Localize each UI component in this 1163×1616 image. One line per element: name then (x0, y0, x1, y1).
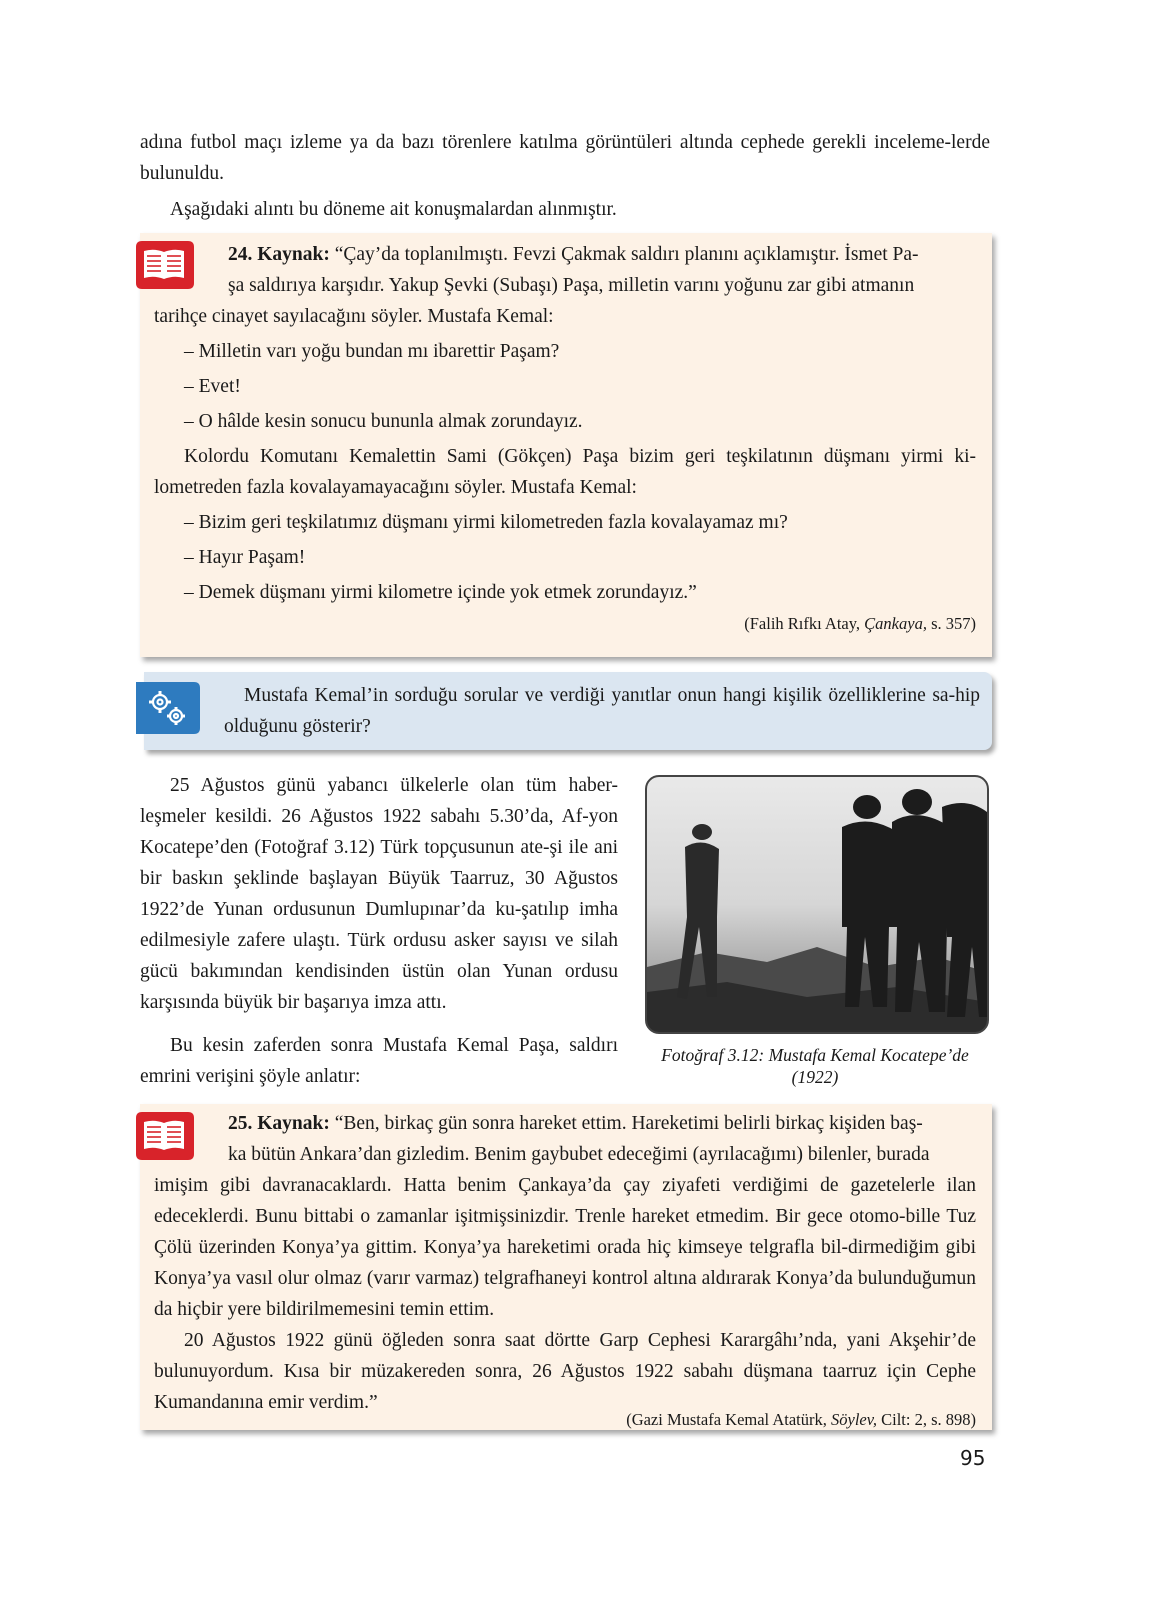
source-25-box (140, 1104, 992, 1430)
body-paragraph: 25 Ağustos günü yabancı ülkelerle olan tüm haber-leşmeler kesildi. 26 Ağustos 1922 sabahı 5.30’da, Af-yon Kocatepe’den (Fotoğraf 3.12) Türk topçusunun ate-şi ile ani bir baskın şeklinde başlayan Büyük Taarruz, 30 Ağustos 1922’de Yunan ordusunun Dumlupınar’da ku-şatılıp imha edilmesiyle zafere ulaştı. Türk ordusu asker sayısı ve silah gücü bakımından kendisinden üstün olan Yunan ordusu karşısında büyük bir başarıya imza attı. (140, 775, 618, 1013)
photo-illustration (647, 777, 987, 1032)
quote-line: ka bütün Ankara’dan gizledim. Benim gaybubet edeceğimi (ayrılacağımı) bilenler, burada (228, 1144, 930, 1165)
quote-paragraph: 20 Ağustos 1922 günü öğleden sonra saat dörtte Garp Cephesi Karargâhı’nda, yani Akşehir’de bulunuyordum. Kısa bir müzakereden sonra, 26 Ağustos 1922 sabahı düşmana taarruz için Cephe Kumandanına emir verdim.” (154, 1330, 976, 1413)
quote-paragraph: Kolordu Komutanı Kemalettin Sami (Gökçen) Paşa bizim geri teşkilatının düşmanı yirmi ki-lometreden fazla kovalayamayacağını söyler. Mustafa Kemal: (154, 446, 976, 498)
intro-sentence: Aşağıdaki alıntı bu döneme ait konuşmalardan alınmıştır. (170, 199, 617, 220)
body-paragraph: Bu kesin zaferden sonra Mustafa Kemal Paşa, saldırı emrini verişini şöyle anlatır: (140, 1035, 618, 1087)
page-number: 95 (960, 1446, 986, 1470)
quote-line: “Ben, birkaç gün sonra hareket ettim. Hareketimi belirli birkaç kişiden baş- (334, 1113, 923, 1134)
dialogue-line: – Hayır Paşam! (184, 547, 306, 568)
quote-line: tarihçe cinayet sayılacağını söyler. Mustafa Kemal: (154, 306, 554, 327)
quote-line: şa saldırıya karşıdır. Yakup Şevki (Subaşı) Paşa, milletin varını yoğunu zar gibi atmanın (228, 275, 915, 296)
question-text: Mustafa Kemal’in sorduğu sorular ve verdiği yanıtlar onun hangi kişilik özelliklerine sa-hip olduğunu gösterir? (224, 685, 980, 737)
dialogue-line: – O hâlde kesin sonucu bununla almak zorundayız. (184, 411, 583, 432)
dialogue-line: – Milletin varı yoğu bundan mı ibarettir Paşam? (184, 341, 560, 362)
photo-caption: Fotoğraf 3.12: Mustafa Kemal Kocatepe’de (1922) (661, 1045, 969, 1087)
citation: (Falih Rıfkı Atay, Çankaya, s. 357) (744, 614, 976, 633)
source-label: 25. Kaynak: (228, 1113, 330, 1134)
dialogue-line: – Evet! (184, 376, 241, 397)
quote-line: “Çay’da toplanılmıştı. Fevzi Çakmak saldırı planını açıklamıştır. İsmet Pa- (334, 244, 919, 265)
dialogue-line: – Bizim geri teşkilatımız düşmanı yirmi kilometreden fazla kovalayamaz mı? (184, 512, 788, 533)
gears-icon (136, 678, 202, 736)
quote-paragraph: imişim gibi davranacaklardı. Hatta benim Çankaya’da çay ziyafeti verdiğimi de gazetelerle ilan edeceklerdi. Bunu bittabi o zamanlar işitmişsinizdir. Trenle hareket etmedim. Bir gece otomo-bille Tuz Çölü üzerinden Konya’ya gittim. Konya’ya hareketimi orada hiç kimseye telgrafla bil-dirmediğim gibi Konya’ya vasıl olur olmaz (varır varmaz) telgrafhaneyi kontrol altına aldırarak Konya’da bulunduğumun da hiçbir yere bildirilmemesini temin ettim. (154, 1175, 976, 1320)
source-24-box (140, 233, 992, 657)
source-label: 24. Kaynak: (228, 244, 330, 265)
citation: (Gazi Mustafa Kemal Atatürk, Söylev, Cilt: 2, s. 898) (626, 1410, 976, 1429)
question-box (144, 672, 992, 750)
intro-paragraph: adına futbol maçı izleme ya da bazı törenlere katılma görüntüleri altında cephede gerekli inceleme-lerde bulunuldu. (140, 132, 990, 184)
dialogue-line: – Demek düşmanı yirmi kilometre içinde yok etmek zorundayız.” (184, 582, 697, 603)
historical-photo (645, 775, 989, 1034)
